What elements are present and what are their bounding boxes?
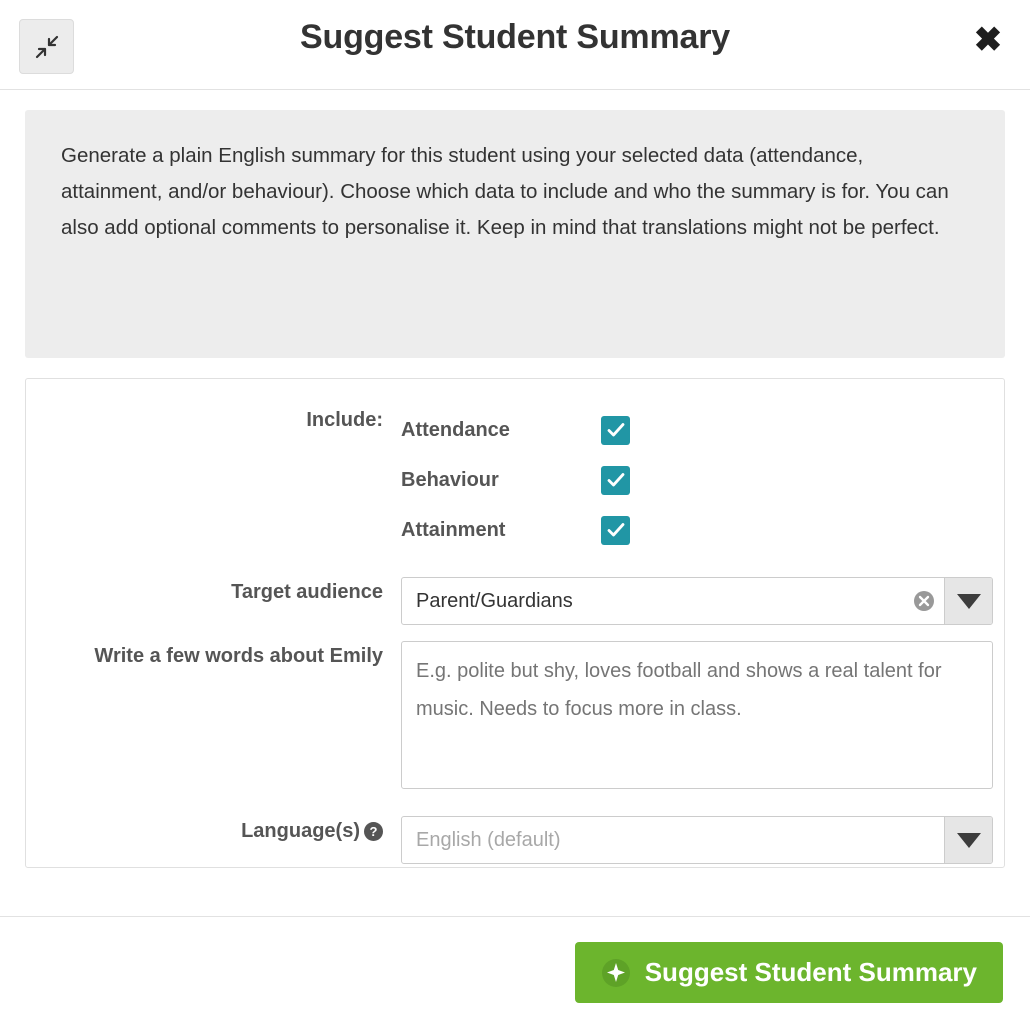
languages-label [46, 816, 401, 846]
target-audience-row [46, 577, 984, 625]
include-option-label-behaviour: Behaviour [401, 468, 499, 491]
sparkle-icon [601, 958, 631, 988]
close-icon[interactable]: ✖ [966, 18, 1010, 62]
suggest-student-summary-button[interactable] [575, 942, 1003, 1003]
languages-value: English (default) [416, 828, 561, 851]
include-label: Include: [306, 409, 383, 431]
target-audience-value: Parent/Guardians [416, 589, 573, 612]
dialog-body [0, 90, 1030, 916]
languages-label-text: Language(s) [241, 820, 360, 842]
languages-row [46, 816, 984, 864]
target-audience-chevron-down-icon[interactable] [944, 578, 992, 624]
checkbox-attainment[interactable] [601, 516, 630, 545]
dialog-title: Suggest Student Summary [300, 18, 730, 56]
dialog-header [0, 0, 1030, 90]
include-row-attendance [46, 405, 984, 455]
include-option-label-attainment: Attainment [401, 518, 506, 541]
clear-circle-icon[interactable] [904, 578, 944, 624]
comments-row [46, 641, 984, 794]
checkbox-attendance[interactable] [601, 416, 630, 445]
languages-select[interactable] [401, 816, 993, 864]
target-audience-select[interactable] [401, 577, 993, 625]
languages-chevron-down-icon[interactable] [944, 817, 992, 863]
info-panel [25, 110, 1005, 358]
help-icon[interactable]: ? [364, 822, 383, 841]
include-option-label-attendance: Attendance [401, 418, 510, 441]
include-row-behaviour [46, 455, 984, 505]
checkbox-behaviour[interactable] [601, 466, 630, 495]
form-panel [25, 378, 1005, 868]
info-text: Generate a plain English summary for this student using your selected data (attendance, attainment, and/or behaviour). Choose which data to include and who the summary is for. You can also add optional comments to personalise it. Keep in mind that translations might not be perfect. [61, 144, 949, 239]
dialog-footer [0, 916, 1030, 1028]
include-row-attainment [46, 505, 984, 555]
comments-label: Write a few words about Emily [94, 645, 383, 667]
target-audience-label: Target audience [231, 581, 383, 603]
suggest-student-summary-button-label: Suggest Student Summary [644, 957, 977, 987]
comments-textarea[interactable] [401, 641, 993, 789]
